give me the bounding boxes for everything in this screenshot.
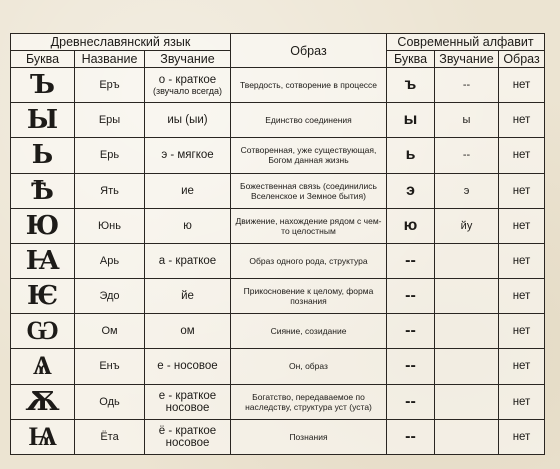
meaning-cell	[231, 173, 387, 208]
old-letter-cell-text: Ѩ	[28, 421, 57, 452]
old-sound-cell	[145, 384, 231, 419]
old-letter-cell	[11, 103, 75, 138]
old-sound-cell-text: е - краткое носовое	[158, 389, 217, 414]
old-letter-cell-text: Ѣ	[31, 175, 54, 206]
new-image-cell-text: нет	[512, 149, 531, 162]
old-name-cell	[75, 208, 145, 243]
table-row	[11, 279, 545, 314]
new-image-cell	[499, 103, 545, 138]
old-name-cell-text: Енъ	[99, 360, 120, 373]
new-image-cell-text: нет	[512, 79, 531, 92]
old-name-cell	[75, 279, 145, 314]
new-image-cell	[499, 208, 545, 243]
new-sound-cell	[435, 138, 499, 173]
old-sound-cell-text: ё - краткое носовое	[158, 424, 217, 449]
meaning-cell-text: Познания	[289, 431, 328, 442]
old-letter-column-header: Буква	[11, 51, 75, 68]
meaning-cell-text: Прикосновение к целому, форма познания	[243, 286, 374, 307]
old-sound-cell	[145, 138, 231, 173]
new-letter-cell-text: --	[405, 357, 416, 375]
meaning-cell-text: Твердость, сотворение в процессе	[239, 80, 378, 91]
new-sound-cell	[435, 384, 499, 419]
new-image-cell-text: нет	[512, 290, 531, 303]
new-image-cell	[499, 68, 545, 103]
old-name-cell	[75, 349, 145, 384]
meaning-cell	[231, 68, 387, 103]
old-name-cell-text: Еръ	[99, 79, 120, 92]
old-name-cell	[75, 103, 145, 138]
old-letter-cell-text: Ѡ	[26, 316, 59, 347]
new-image-cell	[499, 243, 545, 278]
meaning-cell	[231, 419, 387, 454]
table-row	[11, 384, 545, 419]
old-sound-cell-text: ие	[181, 184, 194, 197]
new-letter-cell-text: ы	[403, 111, 418, 129]
old-name-cell	[75, 173, 145, 208]
new-letter-cell	[387, 208, 435, 243]
new-image-cell-text: нет	[512, 219, 531, 232]
new-sound-cell-text: --	[462, 149, 471, 162]
new-letter-cell	[387, 384, 435, 419]
new-letter-cell	[387, 243, 435, 278]
table-row	[11, 68, 545, 103]
meaning-cell-text: Он, образ	[289, 361, 328, 372]
meaning-cell-text: Богатство, передаваемое по наследству, структура уст (уста)	[245, 391, 372, 412]
old-sound-cell	[145, 279, 231, 314]
new-image-cell-text: нет	[512, 360, 531, 373]
meaning-cell-text: Движение, нахождение рядом с чем-то целостным	[235, 215, 382, 236]
meaning-cell	[231, 349, 387, 384]
new-image-cell	[499, 173, 545, 208]
new-letter-cell	[387, 349, 435, 384]
sound-note: (звучало всегда)	[152, 86, 223, 97]
old-letter-cell-text: Ѧ	[33, 351, 52, 382]
new-image-cell	[499, 419, 545, 454]
new-image-cell	[499, 384, 545, 419]
old-sound-cell	[145, 173, 231, 208]
old-letter-cell	[11, 349, 75, 384]
old-name-cell	[75, 314, 145, 349]
meaning-cell	[231, 208, 387, 243]
new-image-cell-text: нет	[512, 254, 531, 267]
new-sound-cell-text: --	[462, 79, 471, 92]
old-letter-cell	[11, 68, 75, 103]
new-image-column-header: Образ	[499, 51, 545, 68]
old-sound-cell	[145, 103, 231, 138]
table-row	[11, 138, 545, 173]
old-letter-cell-text: Ю	[25, 210, 60, 241]
old-sound-cell-text: а - краткое	[158, 254, 217, 267]
old-sound-cell	[145, 243, 231, 278]
table-row	[11, 419, 545, 454]
new-letter-cell	[387, 279, 435, 314]
old-letter-cell	[11, 243, 75, 278]
new-image-cell-text: нет	[512, 395, 531, 408]
meaning-cell	[231, 103, 387, 138]
old-sound-cell-text: ю	[183, 219, 192, 232]
old-letter-cell-text: Ы	[26, 105, 59, 136]
new-image-cell-text: нет	[512, 114, 531, 127]
new-image-cell	[499, 349, 545, 384]
new-image-cell	[499, 314, 545, 349]
old-name-cell-text: Ом	[101, 325, 118, 338]
new-letter-cell-text: --	[405, 392, 416, 410]
image-column-header: Образ	[231, 34, 387, 68]
new-image-cell-text: нет	[512, 184, 531, 197]
old-sound-cell	[145, 208, 231, 243]
old-sound-cell-text: е - носовое	[157, 360, 218, 373]
old-letter-cell	[11, 208, 75, 243]
modern-alphabet-group-header: Современный алфавит	[387, 34, 545, 51]
old-sound-cell-text: иы (ыи)	[167, 114, 208, 127]
old-letter-cell-text: Ъ	[30, 70, 55, 101]
old-letter-cell	[11, 138, 75, 173]
new-letter-cell-text: --	[405, 427, 416, 445]
new-image-cell-text: нет	[512, 430, 531, 443]
meaning-cell-text: Божественная связь (соединились Вселенское и Земное бытия)	[240, 180, 377, 201]
old-letter-cell	[11, 279, 75, 314]
old-name-cell-text: Ёта	[100, 430, 119, 443]
new-sound-cell	[435, 243, 499, 278]
table-row	[11, 173, 545, 208]
new-sound-cell	[435, 349, 499, 384]
new-letter-cell-text: э	[406, 181, 415, 199]
old-sound-column-header: Звучание	[145, 51, 231, 68]
table-row	[11, 243, 545, 278]
old-sound-cell-text: йе	[181, 290, 194, 303]
alphabet-table	[10, 33, 545, 455]
old-letter-cell	[11, 314, 75, 349]
new-sound-cell	[435, 419, 499, 454]
old-name-cell-text: Эдо	[99, 290, 120, 303]
meaning-cell-text: Образ одного рода, структура	[249, 255, 368, 266]
table-row	[11, 103, 545, 138]
meaning-cell	[231, 384, 387, 419]
old-name-cell-text: Арь	[99, 254, 120, 267]
new-letter-cell	[387, 138, 435, 173]
old-name-cell	[75, 138, 145, 173]
new-letter-cell	[387, 314, 435, 349]
new-sound-cell-text: э	[463, 184, 470, 197]
old-name-cell-text: Одь	[99, 395, 120, 408]
old-letter-cell	[11, 419, 75, 454]
new-sound-column-header: Звучание	[435, 51, 499, 68]
new-letter-cell-text: ъ	[404, 76, 417, 94]
new-sound-cell-text: йу	[460, 219, 473, 232]
old-name-cell-text: Юнь	[98, 219, 121, 232]
old-name-cell	[75, 68, 145, 103]
old-name-cell-text: Ять	[100, 184, 119, 197]
old-sound-cell	[145, 349, 231, 384]
meaning-cell	[231, 243, 387, 278]
old-letter-cell-text: Ѫ	[25, 386, 60, 417]
old-letter-cell-text: Ѥ	[26, 281, 59, 312]
new-sound-cell	[435, 103, 499, 138]
new-letter-column-header: Буква	[387, 51, 435, 68]
meaning-cell-text: Сияние, созидание	[270, 326, 347, 337]
old-name-cell	[75, 384, 145, 419]
new-sound-cell	[435, 314, 499, 349]
new-sound-cell	[435, 68, 499, 103]
new-image-cell	[499, 138, 545, 173]
new-sound-cell	[435, 208, 499, 243]
new-letter-cell-text: ь	[405, 146, 416, 164]
meaning-cell	[231, 138, 387, 173]
new-sound-cell-text: ы	[462, 114, 471, 127]
new-image-cell-text: нет	[512, 325, 531, 338]
old-name-cell-text: Ерь	[99, 149, 120, 162]
meaning-cell	[231, 314, 387, 349]
new-letter-cell-text: --	[405, 322, 416, 340]
table-row	[11, 349, 545, 384]
new-sound-cell	[435, 279, 499, 314]
old-sound-cell	[145, 419, 231, 454]
meaning-cell-text: Сотворенная, уже существующая, Богом данная жизнь	[240, 145, 377, 166]
old-name-cell	[75, 243, 145, 278]
old-letter-cell-text: Ь	[31, 140, 54, 171]
old-slavonic-group-header: Древнеславянский язык	[11, 34, 231, 51]
new-letter-cell-text: ю	[403, 216, 418, 234]
old-sound-cell-text: э - мягкое	[161, 149, 214, 162]
old-sound-cell	[145, 68, 231, 103]
old-name-column-header: Название	[75, 51, 145, 68]
meaning-cell-text: Единство соединения	[265, 115, 352, 126]
old-name-cell-text: Еры	[98, 114, 121, 127]
table-row	[11, 208, 545, 243]
old-letter-cell	[11, 173, 75, 208]
new-letter-cell-text: --	[405, 287, 416, 305]
new-letter-cell	[387, 419, 435, 454]
table-row	[11, 314, 545, 349]
new-letter-cell-text: --	[405, 251, 416, 269]
new-letter-cell	[387, 68, 435, 103]
new-letter-cell	[387, 103, 435, 138]
old-letter-cell	[11, 384, 75, 419]
meaning-cell	[231, 279, 387, 314]
old-sound-cell-text: ом	[180, 325, 195, 338]
new-letter-cell	[387, 173, 435, 208]
old-sound-cell-text: о - краткое	[158, 74, 217, 87]
old-sound-cell	[145, 314, 231, 349]
old-letter-cell-text: Ꙗ	[25, 245, 60, 276]
new-sound-cell	[435, 173, 499, 208]
old-name-cell	[75, 419, 145, 454]
new-image-cell	[499, 279, 545, 314]
